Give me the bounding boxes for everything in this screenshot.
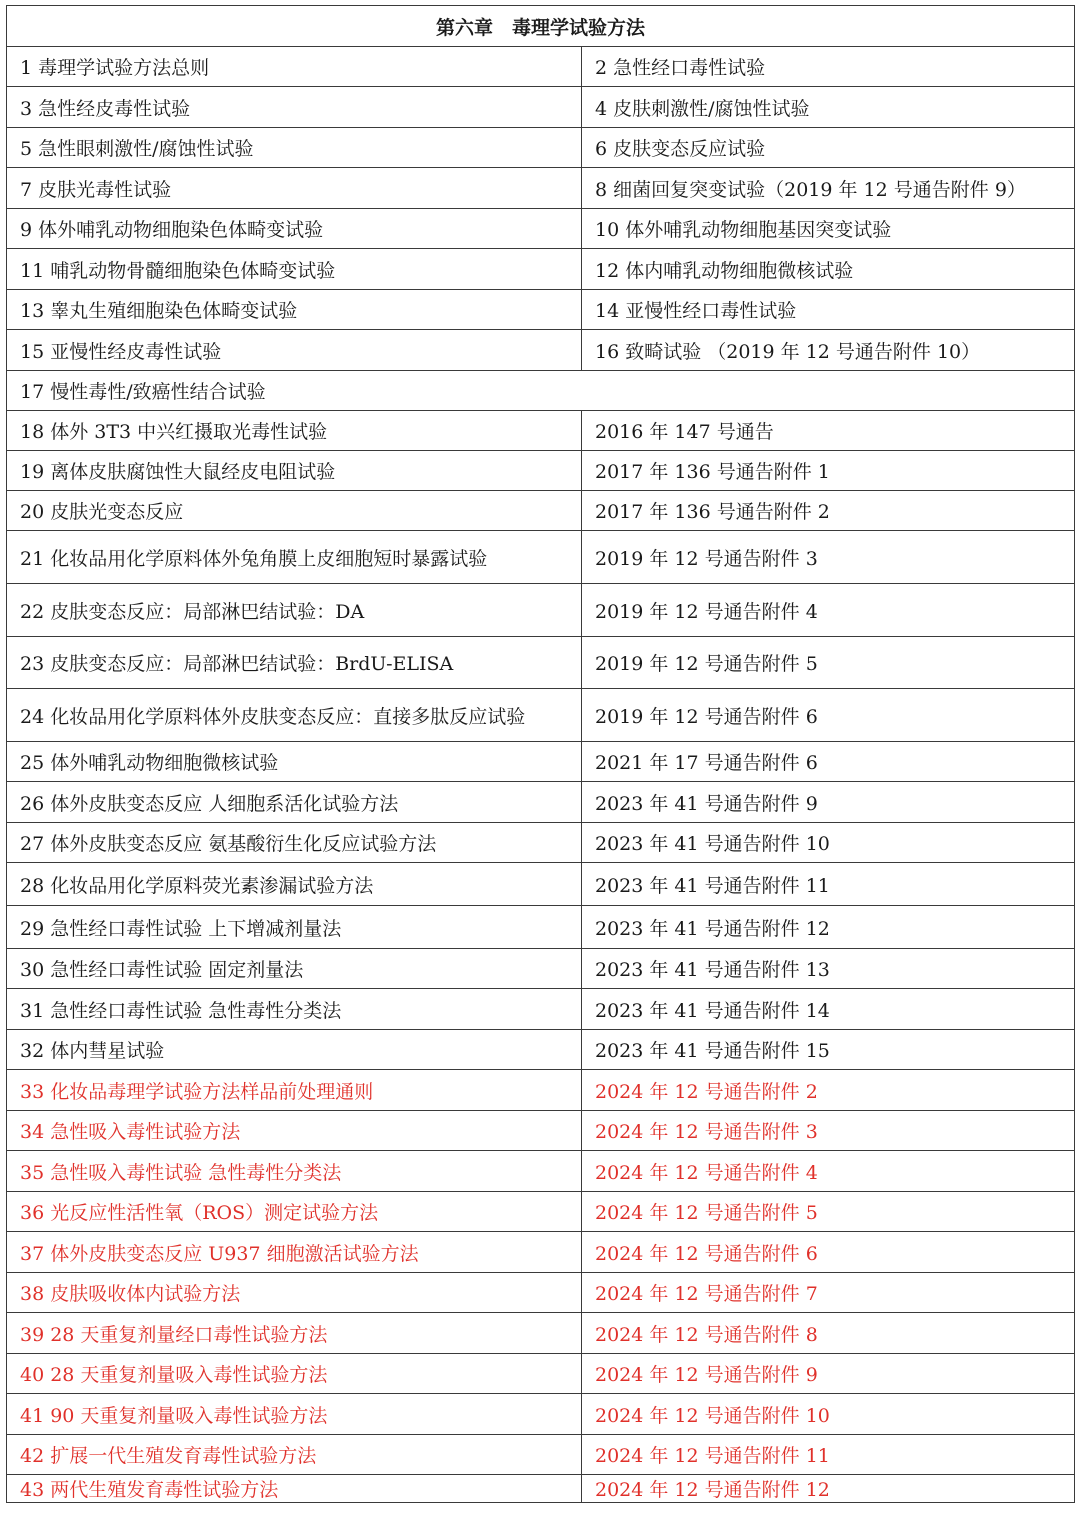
table-row — [7, 1475, 1075, 1503]
method-name-cell: 9 体外哺乳动物细胞染色体畸变试验 — [7, 209, 582, 249]
method-name-cell: 37 体外皮肤变态反应 U937 细胞激活试验方法 — [7, 1232, 582, 1273]
method-name-cell: 15 亚慢性经皮毒性试验 — [7, 330, 582, 371]
method-name-cell: 39 28 天重复剂量经口毒性试验方法 — [7, 1313, 582, 1354]
table-row — [7, 949, 1075, 989]
method-name-cell: 33 化妆品毒理学试验方法样品前处理通则 — [7, 1070, 582, 1111]
method-name-cell: 11 哺乳动物骨髓细胞染色体畸变试验 — [7, 249, 582, 290]
method-source-cell: 2024 年 12 号通告附件 9 — [582, 1354, 1075, 1394]
method-name-cell: 21 化妆品用化学原料体外兔角膜上皮细胞短时暴露试验 — [7, 531, 582, 584]
table-row — [7, 209, 1075, 249]
table-row — [7, 1273, 1075, 1313]
method-source-cell: 12 体内哺乳动物细胞微核试验 — [582, 249, 1075, 290]
method-source-cell: 2023 年 41 号通告附件 9 — [582, 782, 1075, 823]
method-source-cell: 2024 年 12 号通告附件 4 — [582, 1151, 1075, 1192]
table-row — [7, 823, 1075, 863]
method-name-cell: 31 急性经口毒性试验 急性毒性分类法 — [7, 989, 582, 1030]
method-source-cell: 2023 年 41 号通告附件 12 — [582, 906, 1075, 949]
table-row — [7, 451, 1075, 491]
method-source-cell: 2023 年 41 号通告附件 10 — [582, 823, 1075, 863]
method-source-cell: 8 细菌回复突变试验（2019 年 12 号通告附件 9） — [582, 168, 1075, 209]
table-row — [7, 411, 1075, 451]
title-row — [7, 6, 1075, 47]
method-source-cell: 2019 年 12 号通告附件 4 — [582, 584, 1075, 637]
method-name-cell: 26 体外皮肤变态反应 人细胞系活化试验方法 — [7, 782, 582, 823]
method-name-cell: 3 急性经皮毒性试验 — [7, 87, 582, 128]
table-row — [7, 989, 1075, 1030]
method-name-cell: 43 两代生殖发育毒性试验方法 — [7, 1475, 582, 1503]
method-source-cell: 2024 年 12 号通告附件 8 — [582, 1313, 1075, 1354]
table-row — [7, 782, 1075, 823]
method-name-cell: 40 28 天重复剂量吸入毒性试验方法 — [7, 1354, 582, 1394]
method-source-cell: 2024 年 12 号通告附件 7 — [582, 1273, 1075, 1313]
method-source-cell: 2021 年 17 号通告附件 6 — [582, 742, 1075, 782]
method-source-cell: 2024 年 12 号通告附件 5 — [582, 1192, 1075, 1232]
table-row — [7, 1192, 1075, 1232]
method-name-cell: 27 体外皮肤变态反应 氨基酸衍生化反应试验方法 — [7, 823, 582, 863]
method-name-cell: 28 化妆品用化学原料荧光素渗漏试验方法 — [7, 863, 582, 906]
table-row — [7, 531, 1075, 584]
method-source-cell: 2017 年 136 号通告附件 1 — [582, 451, 1075, 491]
method-name-cell: 22 皮肤变态反应：局部淋巴结试验：DA — [7, 584, 582, 637]
method-source-cell: 6 皮肤变态反应试验 — [582, 128, 1075, 168]
table-row — [7, 87, 1075, 128]
table-row — [7, 1313, 1075, 1354]
table-row — [7, 1394, 1075, 1435]
method-source-cell: 4 皮肤刺激性/腐蚀性试验 — [582, 87, 1075, 128]
table-row — [7, 1232, 1075, 1273]
method-name-cell: 19 离体皮肤腐蚀性大鼠经皮电阻试验 — [7, 451, 582, 491]
table-row — [7, 371, 1075, 411]
table-row — [7, 863, 1075, 906]
method-name-cell: 17 慢性毒性/致癌性结合试验 — [7, 371, 1075, 411]
table-row — [7, 330, 1075, 371]
table-row — [7, 491, 1075, 531]
method-name-cell: 23 皮肤变态反应：局部淋巴结试验：BrdU-ELISA — [7, 637, 582, 689]
table-row — [7, 584, 1075, 637]
method-source-cell: 14 亚慢性经口毒性试验 — [582, 290, 1075, 330]
table-row — [7, 1354, 1075, 1394]
table-row — [7, 742, 1075, 782]
method-name-cell: 18 体外 3T3 中兴红摄取光毒性试验 — [7, 411, 582, 451]
table-row — [7, 1435, 1075, 1475]
method-name-cell: 38 皮肤吸收体内试验方法 — [7, 1273, 582, 1313]
method-source-cell: 2024 年 12 号通告附件 6 — [582, 1232, 1075, 1273]
chapter-title: 第六章 毒理学试验方法 — [7, 6, 1075, 47]
method-name-cell: 41 90 天重复剂量吸入毒性试验方法 — [7, 1394, 582, 1435]
method-source-cell: 2023 年 41 号通告附件 13 — [582, 949, 1075, 989]
method-name-cell: 32 体内彗星试验 — [7, 1030, 582, 1070]
method-source-cell: 16 致畸试验 （2019 年 12 号通告附件 10） — [582, 330, 1075, 371]
table-row — [7, 1070, 1075, 1111]
method-source-cell: 2023 年 41 号通告附件 14 — [582, 989, 1075, 1030]
toxicology-methods-document — [6, 5, 1075, 1503]
table-row — [7, 168, 1075, 209]
method-name-cell: 29 急性经口毒性试验 上下增减剂量法 — [7, 906, 582, 949]
table-row — [7, 1111, 1075, 1151]
method-source-cell: 2024 年 12 号通告附件 12 — [582, 1475, 1075, 1503]
method-source-cell: 2024 年 12 号通告附件 2 — [582, 1070, 1075, 1111]
method-name-cell: 35 急性吸入毒性试验 急性毒性分类法 — [7, 1151, 582, 1192]
table-row — [7, 128, 1075, 168]
method-source-cell: 2024 年 12 号通告附件 10 — [582, 1394, 1075, 1435]
method-name-cell: 1 毒理学试验方法总则 — [7, 47, 582, 87]
method-name-cell: 20 皮肤光变态反应 — [7, 491, 582, 531]
table-row — [7, 1030, 1075, 1070]
table-row — [7, 1151, 1075, 1192]
method-source-cell: 2 急性经口毒性试验 — [582, 47, 1075, 87]
method-name-cell: 36 光反应性活性氧（ROS）测定试验方法 — [7, 1192, 582, 1232]
method-source-cell: 2019 年 12 号通告附件 5 — [582, 637, 1075, 689]
method-source-cell: 2016 年 147 号通告 — [582, 411, 1075, 451]
table-row — [7, 249, 1075, 290]
table-row — [7, 689, 1075, 742]
method-source-cell: 2017 年 136 号通告附件 2 — [582, 491, 1075, 531]
method-name-cell: 34 急性吸入毒性试验方法 — [7, 1111, 582, 1151]
methods-table — [6, 5, 1075, 1503]
method-source-cell: 2019 年 12 号通告附件 6 — [582, 689, 1075, 742]
table-row — [7, 290, 1075, 330]
method-source-cell: 2024 年 12 号通告附件 11 — [582, 1435, 1075, 1475]
method-name-cell: 13 睾丸生殖细胞染色体畸变试验 — [7, 290, 582, 330]
method-source-cell: 2019 年 12 号通告附件 3 — [582, 531, 1075, 584]
method-name-cell: 24 化妆品用化学原料体外皮肤变态反应：直接多肽反应试验 — [7, 689, 582, 742]
method-source-cell: 2023 年 41 号通告附件 11 — [582, 863, 1075, 906]
method-name-cell: 25 体外哺乳动物细胞微核试验 — [7, 742, 582, 782]
table-row — [7, 906, 1075, 949]
method-source-cell: 2023 年 41 号通告附件 15 — [582, 1030, 1075, 1070]
method-name-cell: 5 急性眼刺激性/腐蚀性试验 — [7, 128, 582, 168]
method-name-cell: 30 急性经口毒性试验 固定剂量法 — [7, 949, 582, 989]
method-source-cell: 2024 年 12 号通告附件 3 — [582, 1111, 1075, 1151]
method-source-cell: 10 体外哺乳动物细胞基因突变试验 — [582, 209, 1075, 249]
method-name-cell: 7 皮肤光毒性试验 — [7, 168, 582, 209]
method-name-cell: 42 扩展一代生殖发育毒性试验方法 — [7, 1435, 582, 1475]
table-row — [7, 637, 1075, 689]
table-row — [7, 47, 1075, 87]
